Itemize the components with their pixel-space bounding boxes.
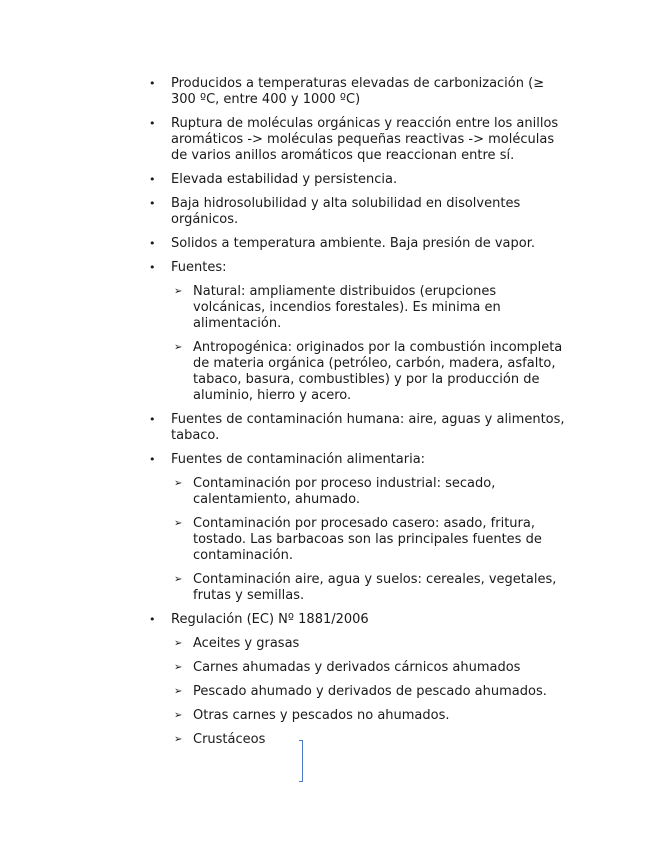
list-item [149, 236, 569, 252]
sub-list [171, 284, 569, 404]
arrow-bullet-icon: ➢ [174, 638, 183, 649]
sub-list-item-text: Carnes ahumadas y derivados cárnicos ahumados [193, 660, 521, 675]
list-item [149, 172, 569, 188]
sub-list-item [171, 340, 569, 404]
arrow-bullet-icon: ➢ [174, 518, 183, 529]
list-item-text: Producidos a temperaturas elevadas de carbonización (≥ 300 ºC, entre 400 y 1000 ºC) [171, 76, 545, 107]
bullet-icon: • [149, 453, 156, 466]
list-item [149, 260, 569, 404]
arrow-bullet-icon: ➢ [174, 710, 183, 721]
list-item-text: Fuentes de contaminación alimentaria: [171, 452, 426, 467]
arrow-bullet-icon: ➢ [174, 686, 183, 697]
sub-list [171, 636, 569, 748]
arrow-bullet-icon: ➢ [174, 574, 183, 585]
arrow-bullet-icon: ➢ [174, 286, 183, 297]
list-item [149, 412, 569, 444]
bullet-icon: • [149, 261, 156, 274]
arrow-bullet-icon: ➢ [174, 734, 183, 745]
sub-list-item [171, 732, 569, 748]
bullet-icon: • [149, 117, 156, 130]
list-item [149, 612, 569, 748]
bullet-icon: • [149, 173, 156, 186]
sub-list-item-text: Natural: ampliamente distribuidos (erupciones volcánicas, incendios forestales). Es minima en alimentación. [193, 284, 501, 331]
sub-list-item [171, 684, 569, 700]
sub-list-item-text: Contaminación aire, agua y suelos: cereales, vegetales, frutas y semillas. [193, 572, 557, 603]
sub-list-item-text: Contaminación por proceso industrial: secado, calentamiento, ahumado. [193, 476, 496, 507]
sub-list-item-text: Crustáceos [193, 732, 266, 747]
sub-list-item [171, 708, 569, 724]
sub-list-item-text: Contaminación por procesado casero: asado, fritura, tostado. Las barbacoas son las principales fuentes de contaminación. [193, 516, 542, 563]
sub-list-item [171, 516, 569, 564]
list-item [149, 116, 569, 164]
list-item-text: Regulación (EC) Nº 1881/2006 [171, 612, 369, 627]
list-item-text: Solidos a temperatura ambiente. Baja presión de vapor. [171, 236, 535, 251]
list-item-text: Fuentes de contaminación humana: aire, aguas y alimentos, tabaco. [171, 412, 565, 443]
list-item-text: Fuentes: [171, 260, 227, 275]
list-item [149, 196, 569, 228]
sub-list-item [171, 572, 569, 604]
sub-list-item-text: Pescado ahumado y derivados de pescado ahumados. [193, 684, 547, 699]
bullet-icon: • [149, 197, 156, 210]
list-item-text: Ruptura de moléculas orgánicas y reacción entre los anillos aromáticos -> moléculas pequeñas reactivas -> moléculas de varios anillos aromáticos que reaccionan entre sí. [171, 116, 559, 163]
sub-list-item-text: Aceites y grasas [193, 636, 300, 651]
bullet-icon: • [149, 413, 156, 426]
arrow-bullet-icon: ➢ [174, 662, 183, 673]
sub-list-item [171, 476, 569, 508]
bullet-icon: • [149, 237, 156, 250]
sub-list-item-text: Otras carnes y pescados no ahumados. [193, 708, 450, 723]
sub-list [171, 476, 569, 604]
sub-list-item-text: Antropogénica: originados por la combustión incompleta de materia orgánica (petróleo, carbón, madera, asfalto, tabaco, basura, combustibles) y por la producción de aluminio, hierro y acero. [193, 340, 563, 403]
bullet-icon: • [149, 613, 156, 626]
sub-list-item [171, 660, 569, 676]
bullet-list [149, 76, 569, 756]
text-cursor-bracket [299, 740, 303, 782]
list-item-text: Elevada estabilidad y persistencia. [171, 172, 398, 187]
sub-list-item [171, 284, 569, 332]
bullet-icon: • [149, 77, 156, 90]
list-item [149, 452, 569, 604]
list-item [149, 76, 569, 108]
sub-list-item [171, 636, 569, 652]
list-item-text: Baja hidrosolubilidad y alta solubilidad en disolventes orgánicos. [171, 196, 521, 227]
arrow-bullet-icon: ➢ [174, 478, 183, 489]
arrow-bullet-icon: ➢ [174, 342, 183, 353]
